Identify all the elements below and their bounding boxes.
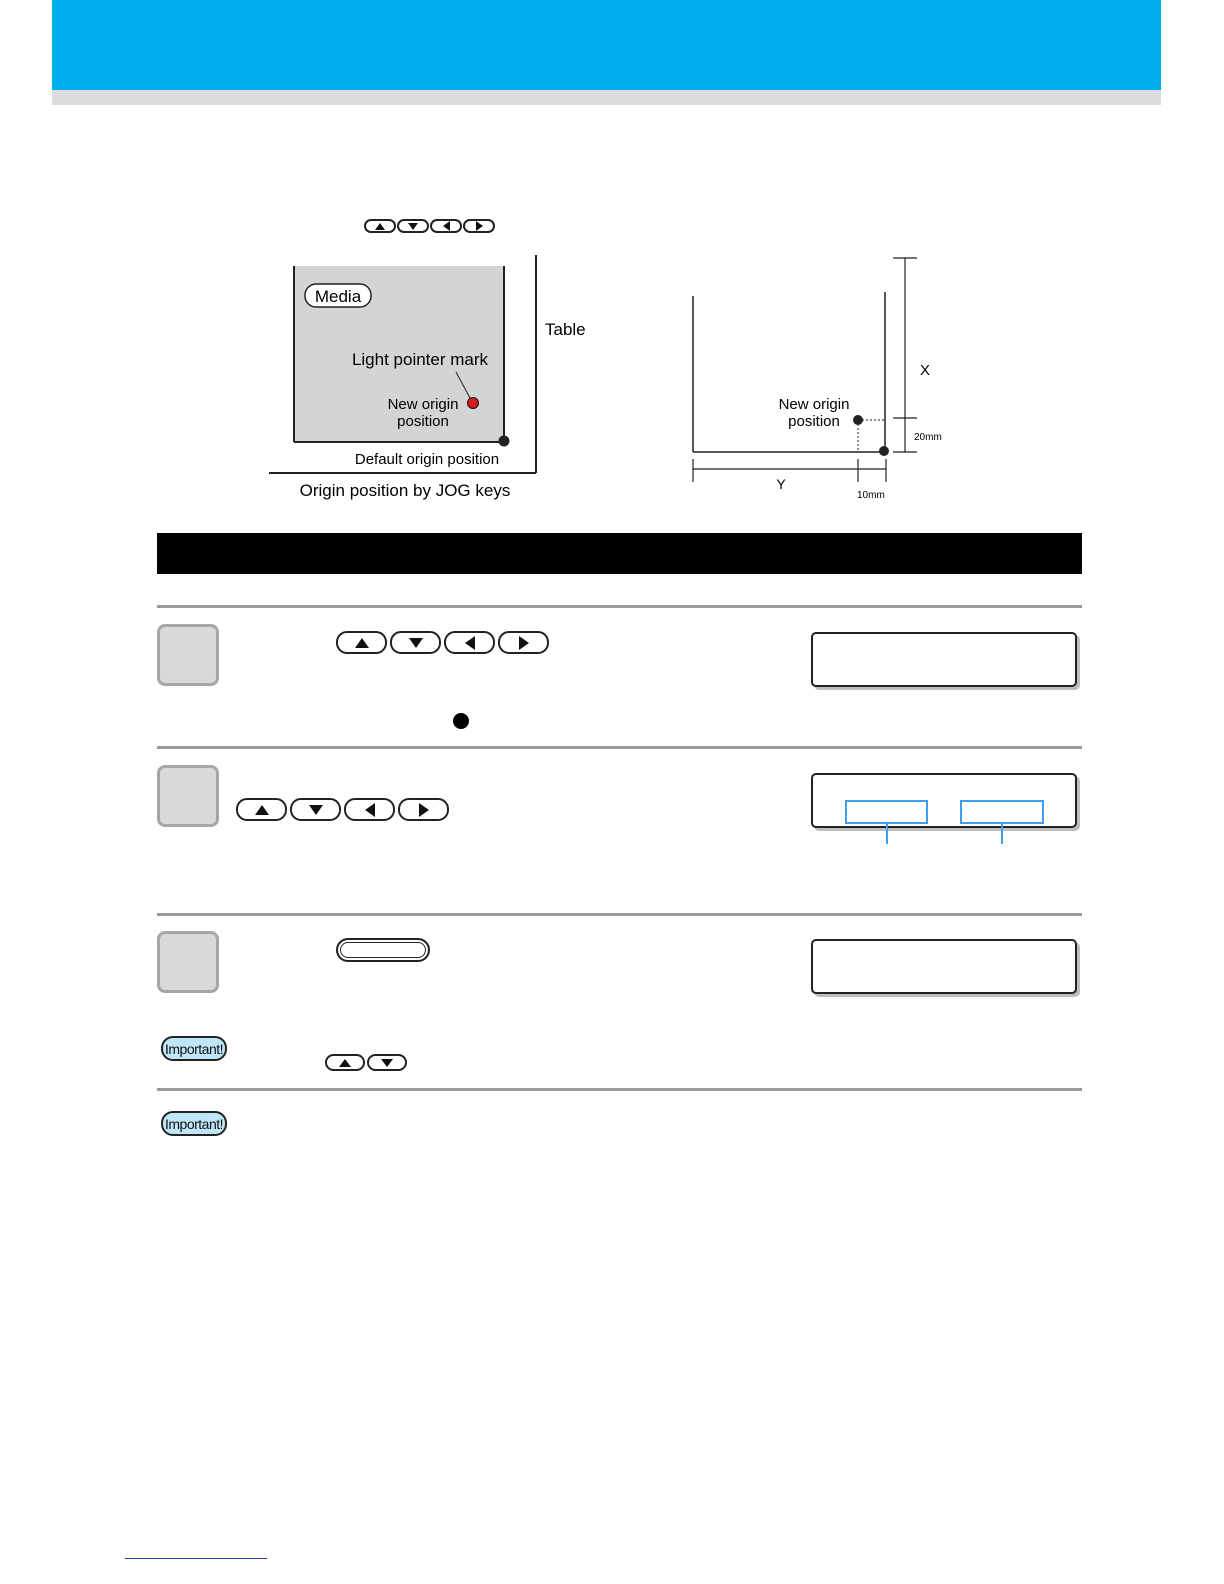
step-2-jog-keys bbox=[236, 798, 449, 821]
header-subband bbox=[52, 90, 1161, 105]
down-key[interactable] bbox=[397, 219, 429, 233]
triangle-up-icon bbox=[355, 638, 369, 648]
triangle-down-icon bbox=[309, 805, 323, 815]
x-label: X bbox=[920, 362, 931, 379]
right-key[interactable] bbox=[498, 631, 549, 654]
x-field-callout bbox=[886, 824, 888, 844]
default-origin-dot-right bbox=[879, 446, 889, 456]
down-key[interactable] bbox=[390, 631, 441, 654]
step-divider bbox=[157, 913, 1082, 916]
media-label: Media bbox=[314, 287, 362, 306]
enter-key[interactable] bbox=[336, 938, 430, 962]
lcd-y-value-field bbox=[960, 800, 1044, 824]
header-band bbox=[52, 0, 1161, 90]
new-origin-label-line2: position bbox=[397, 413, 449, 430]
triangle-down-icon bbox=[408, 223, 418, 230]
section-heading-bar bbox=[157, 533, 1082, 574]
y-field-callout bbox=[1001, 824, 1003, 844]
table-label: Table bbox=[545, 320, 586, 339]
down-key[interactable] bbox=[290, 798, 341, 821]
left-key[interactable] bbox=[430, 219, 462, 233]
down-key[interactable] bbox=[367, 1054, 407, 1071]
triangle-left-icon bbox=[443, 221, 450, 231]
triangle-right-icon bbox=[476, 221, 483, 231]
step-3-badge bbox=[157, 931, 219, 993]
new-origin-label-line1: New origin bbox=[387, 396, 459, 413]
left-key[interactable] bbox=[444, 631, 495, 654]
right-key[interactable] bbox=[398, 798, 449, 821]
important-badge: Important! bbox=[161, 1036, 227, 1061]
triangle-left-icon bbox=[365, 803, 375, 817]
step-divider bbox=[157, 746, 1082, 749]
triangle-up-icon bbox=[375, 223, 385, 230]
lcd-x-value-field bbox=[845, 800, 928, 824]
bullet-dot bbox=[453, 713, 469, 729]
jog-keys-small bbox=[364, 219, 495, 233]
triangle-up-icon bbox=[339, 1059, 351, 1067]
step-3-lcd-display bbox=[811, 939, 1077, 994]
light-pointer-label: Light pointer mark bbox=[351, 350, 489, 369]
default-origin-dot bbox=[499, 436, 510, 447]
step-2-badge bbox=[157, 765, 219, 827]
step-1-jog-keys bbox=[336, 631, 549, 654]
triangle-right-icon bbox=[419, 803, 429, 817]
right-key[interactable] bbox=[463, 219, 495, 233]
up-key[interactable] bbox=[236, 798, 287, 821]
up-key[interactable] bbox=[336, 631, 387, 654]
triangle-down-icon bbox=[409, 638, 423, 648]
up-key[interactable] bbox=[325, 1054, 365, 1071]
footer-link[interactable] bbox=[125, 1558, 267, 1559]
up-key[interactable] bbox=[364, 219, 396, 233]
dim-10mm: 10mm bbox=[857, 490, 885, 501]
important-badge: Important! bbox=[161, 1111, 227, 1136]
triangle-down-icon bbox=[381, 1059, 393, 1067]
origin-diagram-left bbox=[262, 250, 602, 510]
triangle-left-icon bbox=[465, 636, 475, 650]
diagram-caption: Origin position by JOG keys bbox=[299, 481, 511, 500]
left-key[interactable] bbox=[344, 798, 395, 821]
note-jog-keys bbox=[325, 1054, 407, 1071]
light-pointer-dot bbox=[468, 398, 479, 409]
triangle-right-icon bbox=[519, 636, 529, 650]
y-label: Y bbox=[776, 476, 786, 492]
step-divider bbox=[157, 605, 1082, 608]
step-1-badge bbox=[157, 624, 219, 686]
default-origin-label: Default origin position bbox=[354, 451, 500, 468]
step-divider bbox=[157, 1088, 1082, 1091]
dim-20mm: 20mm bbox=[914, 432, 942, 443]
triangle-up-icon bbox=[255, 805, 269, 815]
new-origin-right-line1: New origin bbox=[778, 396, 850, 413]
origin-diagram-right bbox=[680, 250, 970, 510]
new-origin-right-line2: position bbox=[788, 413, 840, 430]
step-1-lcd-display bbox=[811, 632, 1077, 687]
